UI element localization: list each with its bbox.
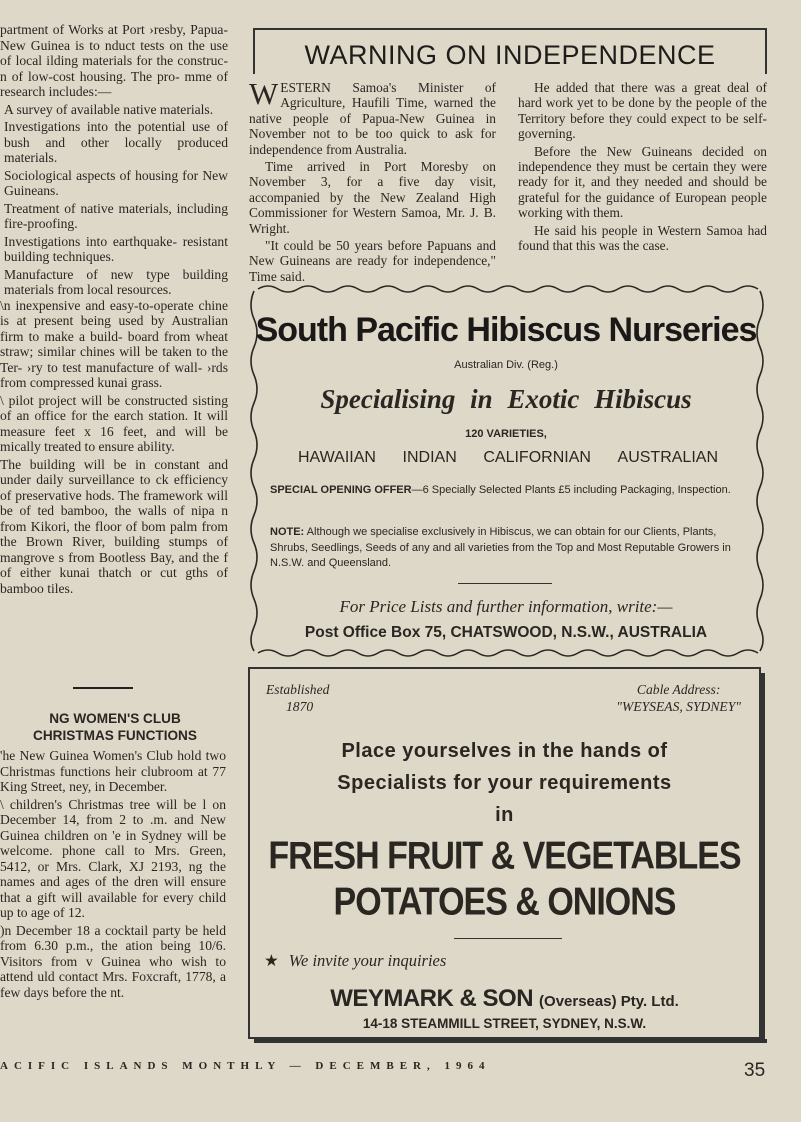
list-item: Investigations into earthquake- resistant building techniques. xyxy=(4,233,228,264)
ad-divider xyxy=(458,583,552,584)
variety-type: CALIFORNIAN xyxy=(483,449,591,466)
club-para: \ children's Christmas tree will be l on December 14, from 2 to .m. and New Guinea children on 'e in Sydney will be welcome. phone call to Mrs. Green, 5412, or Mrs. Clark, XJ 2193, ng the names and ages of the dren will ensure that a gift will available for every child up to age of 12. xyxy=(0,796,226,920)
variety-type: HAWAIIAN xyxy=(298,449,376,466)
list-item: Treatment of native materials, including fire-proofing. xyxy=(4,200,228,231)
variety-type: AUSTRALIAN xyxy=(617,449,718,466)
hibiscus-advertisement xyxy=(246,281,766,659)
club-para: )n December 18 a cocktail party be held from 6.30 p.m., the ation being 10/6. Visitors from v Guinea who wish to attend uld contact Mrs. Foxcraft, 1778, a few days before the nt. xyxy=(0,922,226,1000)
company-address: 14-18 STEAMMILL STREET, SYDNEY, N.S.W. xyxy=(362,1016,647,1031)
warning-column-1: WESTERN Samoa's Minister of Agriculture, Haufili Time, warned the native people of Papua-New Guinea in November not to be too quick to ask for independence from Australia. Time arrived in Port Moresby on November 3, for a five day visit, accompanied by the New Zealand High Commissioner for Western Samoa, Mr. J. B. Wright. "It could be 50 years before Papuans and New Guineans are ready for independence," Time said. xyxy=(249,76,496,284)
price-list-line: For Price Lists and further information, write:— xyxy=(339,597,673,616)
produce-headline: POTATOES & ONIONS xyxy=(333,880,676,924)
nursery-note: NOTE: Although we specialise exclusively in Hibiscus, we can obtain for our Clients, Plants, Shrubs, Seedlings, Seeds of any and all varieties from the Top and Most Reputable Growers in N.S.W. and Queensland. xyxy=(270,526,731,569)
produce-headline: FRESH FRUIT & VEGETABLES xyxy=(268,834,741,878)
nursery-subtitle: Australian Div. (Reg.) xyxy=(454,359,558,371)
variety-types xyxy=(298,449,718,467)
page-number: 35 xyxy=(744,1060,766,1081)
weymark-advertisement xyxy=(248,667,761,1039)
club-para: 'he New Guinea Women's Club hold two Christmas functions heir clubroom at 77 King Street, ney, in December. xyxy=(0,748,226,794)
warning-para: Time arrived in Port Moresby on November 3, for a five day visit, accompanied by the New Zealand High Commissioner for Western Samoa, Mr. J. B. Wright. xyxy=(249,159,496,236)
housing-para: The building will be in constant and under daily surveillance to ck efficiency of preservative hods. The framework will be of ted bamboo, the walls of nipa n from Kikori, the floor of bom palm from the Brown River, building stumps of mangrove s from Bootless Bay, and the f of either kunai thatch or cut gths of bamboo tiles. xyxy=(0,456,228,596)
star-icon: ★ xyxy=(264,951,279,970)
club-article xyxy=(0,748,226,1000)
list-item: A survey of available native materials. xyxy=(4,101,214,117)
section-divider xyxy=(73,687,133,689)
warning-headline: WARNING ON INDEPENDENCE xyxy=(304,40,716,70)
housing-intro: partment of Works at Port ›resby, Papua-New Guinea is to nduct tests on the use of local ilding materials for the construc- n of low-cost housing. The pro- mme of research includes:— xyxy=(0,22,228,99)
nursery-name: South Pacific Hibiscus Nurseries xyxy=(255,311,757,349)
po-box-address: Post Office Box 75, CHATSWOOD, N.S.W., AUSTRALIA xyxy=(304,624,708,641)
list-item: Sociological aspects of housing for New Guineans. xyxy=(4,167,228,198)
housing-para: \n inexpensive and easy-to-operate chine is at present being used by Australian firm to make a build- board from wheat straw; similar chines will be taken to the Ter- ›ry to test manufacture of wall- ›rds from compressed kunai grass. xyxy=(0,297,228,390)
special-offer: SPECIAL OPENING OFFER—6 Specially Selected Plants £5 including Packaging, Inspection. xyxy=(270,484,731,496)
specialising-line: Specialising in Exotic Hibiscus xyxy=(320,384,692,414)
club-heading: NG WOMEN'S CLUB CHRISTMAS FUNCTIONS xyxy=(33,711,197,743)
cable-address: Cable Address: "WEYSEAS, SYDNEY" xyxy=(616,682,741,714)
specialists-slogan: Place yourselves in the hands of Specialists for your requirements in xyxy=(337,740,672,826)
warning-para: He added that there was a great deal of hard work yet to be done by the people of the Territory before they could expect to be self-governing. xyxy=(518,80,767,142)
company-name: WEYMARK & SON (Overseas) Pty. Ltd. xyxy=(330,985,679,1012)
drop-cap: W xyxy=(249,76,279,111)
invite-line: ★ We invite your inquiries xyxy=(264,951,447,970)
list-item: Manufacture of new type building materials from local resources. xyxy=(4,266,228,297)
housing-para: \ pilot project will be constructed sisting of an office for the earch station. It will measure feet x 16 feet, and will be mically treated to ensure ability. xyxy=(0,392,228,454)
varieties-count: 120 VARIETIES, xyxy=(465,428,547,440)
warning-para: He said his people in Western Samoa had found that this was the case. xyxy=(518,222,767,254)
warning-para: Before the New Guineans decided on independence they must be certain they were ready for it, and they needed and should be grateful for the guidance of European people working with them. xyxy=(518,143,767,221)
variety-type: INDIAN xyxy=(402,449,457,466)
list-item: Investigations into the potential use of bush and other locally produced materials. xyxy=(4,119,228,165)
running-footer: ACIFIC ISLANDS MONTHLY — DECEMBER, 1964 xyxy=(0,1060,491,1072)
warning-column-2 xyxy=(518,80,767,253)
housing-article xyxy=(0,22,228,596)
established: Established 1870 xyxy=(266,682,330,714)
warning-para: "It could be 50 years before Papuans and New Guineans are ready for independence," Time said. xyxy=(249,238,496,284)
ad-divider xyxy=(454,938,562,939)
